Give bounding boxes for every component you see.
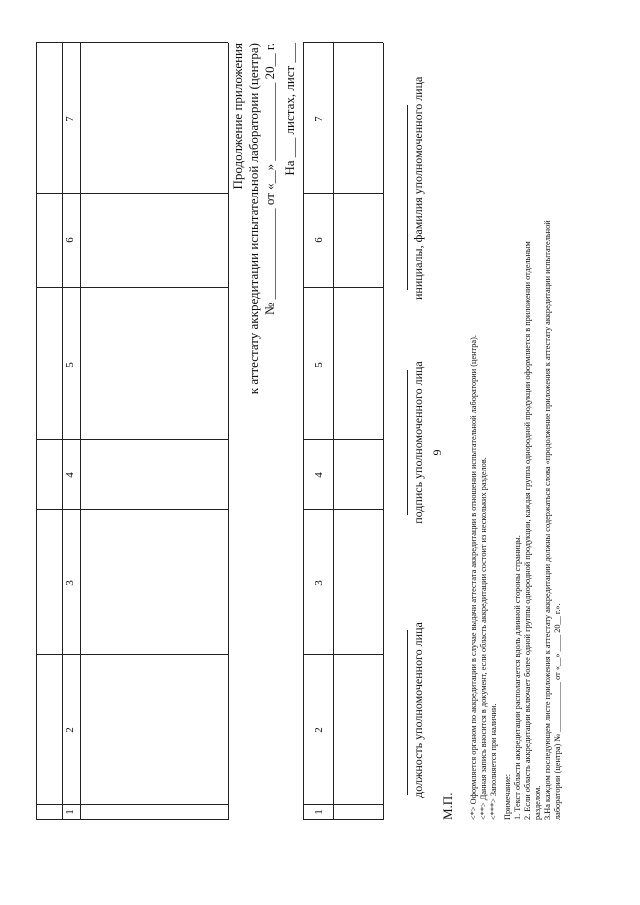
table-bottom-col-sep	[303, 287, 383, 288]
table-bottom-col-sep	[303, 654, 383, 655]
table-top-col-sep	[36, 654, 228, 655]
footnote: <*> Оформляется органом по аккредитации в случае выдачи аттестата аккредитации в отношении испытательной лаборатории (центра).	[469, 335, 478, 820]
appendix-header-number-date: № ______________ от «__» ____________ 20__ г.	[262, 43, 277, 316]
table-top-col-sep	[36, 287, 228, 288]
table-top-col-number: 4	[64, 472, 76, 478]
table-bottom-col-number: 1	[313, 809, 325, 815]
table-bottom-border-right	[303, 42, 383, 43]
table-top-col-number: 3	[64, 580, 76, 586]
position-signature-line	[407, 630, 408, 795]
table-bottom-col-number: 5	[313, 362, 325, 368]
footnote: <**> Данная запись вносится в документ, если область аккредитации состоит из нескольких разделов.	[479, 457, 488, 820]
table-top-row-divider	[80, 43, 81, 820]
note-item: 3.На каждом последующем листе приложения к аттестату аккредитации должны содержаться слова «продолжение приложения к аттестату аккредитации испытательной	[543, 220, 552, 820]
position-label: должность уполномоченного лица	[411, 622, 425, 798]
note-item: 2. Если область аккредитации включает более одной группы однородной продукции, каждая группа однородной продукции оформляется в приложении отдельным	[523, 241, 532, 820]
table-bottom-col-number: 4	[313, 472, 325, 478]
table-bottom-border-top	[303, 43, 304, 820]
note-item: 1. Текст области аккредитации располагается вдоль длинной стороны страницы.	[513, 535, 522, 820]
table-bottom-col-number: 2	[313, 727, 325, 733]
table-bottom-col-number: 3	[313, 580, 325, 586]
table-top-col-sep	[36, 439, 228, 440]
table-bottom-col-number: 6	[313, 237, 325, 243]
stamp-placeholder: М.П.	[440, 792, 455, 820]
table-bottom-col-number: 7	[313, 116, 325, 122]
table-bottom-border-bottom	[383, 43, 384, 820]
table-top-col-number: 1	[64, 809, 76, 815]
name-label: инициалы, фамилия уполномоченного лица	[411, 76, 425, 300]
table-top-col-number: 5	[64, 362, 76, 368]
table-bottom-header-divider	[333, 43, 334, 820]
note-item-continued: разделом.	[533, 785, 542, 820]
table-top-border-top	[36, 43, 37, 820]
page-number: 9	[430, 449, 444, 456]
table-top-header-divider	[62, 43, 63, 820]
table-top-col-sep	[36, 509, 228, 510]
table-top-col-sep	[36, 193, 228, 194]
table-top-border-bottom	[228, 43, 229, 820]
table-bottom-col-sep	[303, 509, 383, 510]
table-top-col-number: 2	[64, 727, 76, 733]
notes-title: Примечание:	[503, 773, 512, 820]
appendix-header-title: Продолжение приложения	[230, 43, 245, 190]
table-top-col-number: 7	[64, 116, 76, 122]
name-signature-line	[407, 105, 408, 290]
footnote: <***> Заполняется при наличии.	[489, 703, 498, 820]
appendix-header-subtitle: к аттестату аккредитации испытательной лаборатории (центра)	[246, 43, 261, 395]
table-bottom-col-sep	[303, 193, 383, 194]
table-bottom-col-sep	[303, 439, 383, 440]
signature-label: подпись уполномоченного лица	[411, 361, 425, 524]
signature-line	[407, 370, 408, 515]
note-item-continued: лаборатории (центра) № ____________ от «__» ____ 20__ г.».	[553, 603, 562, 820]
appendix-header-sheets: На ___ листах, лист ___	[282, 43, 297, 176]
table-top-border-right	[36, 42, 228, 43]
table-top-col-number: 6	[64, 237, 76, 243]
